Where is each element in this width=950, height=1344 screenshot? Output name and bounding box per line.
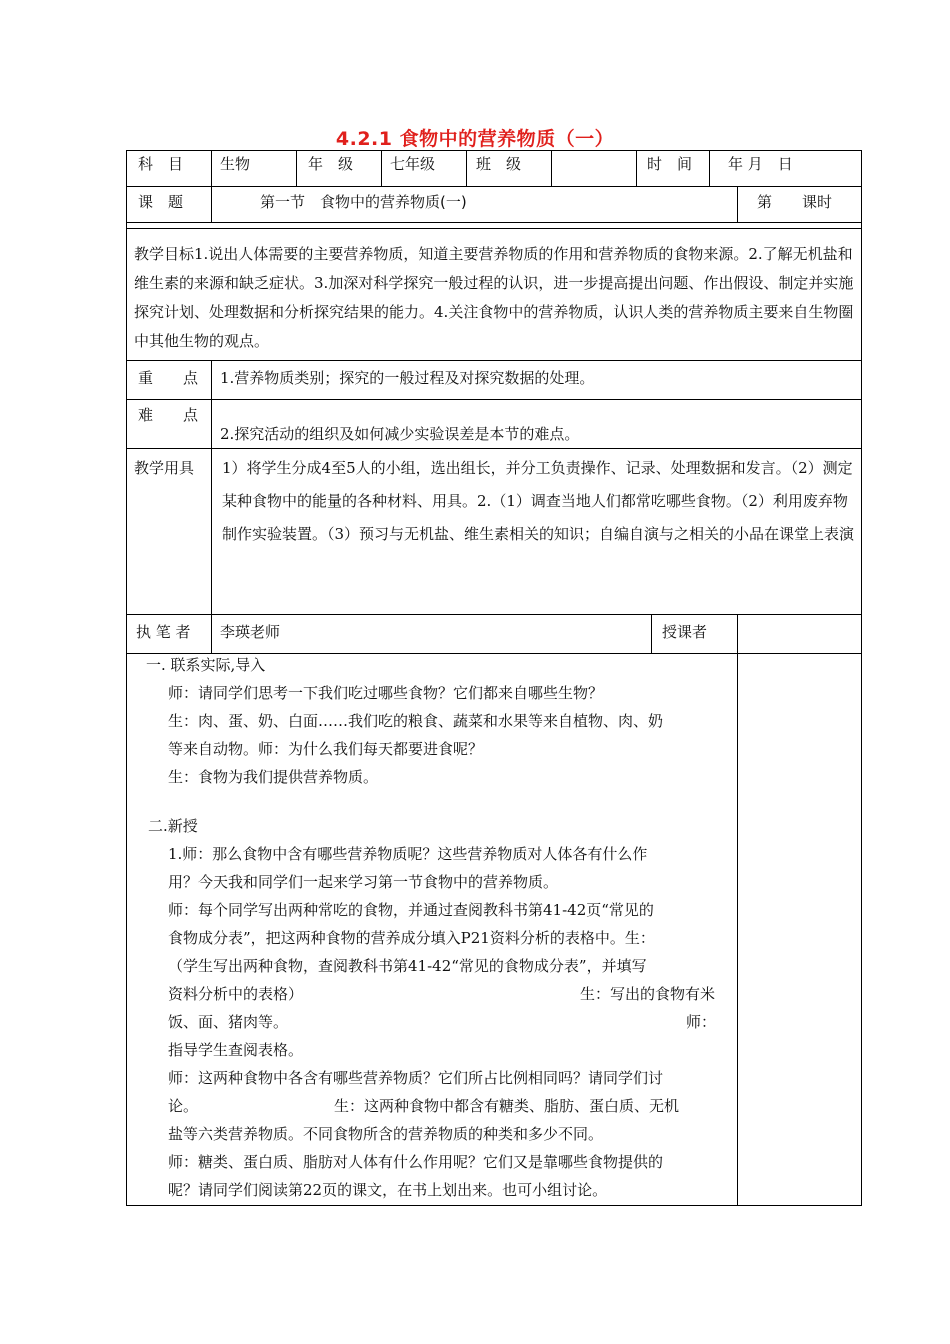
subject-label: 科 目: [138, 155, 184, 173]
body-line: 等来自动物。师：为什么我们每天都要进食呢？: [168, 740, 484, 758]
body-line: 师：糖类、蛋白质、脂肪对人体有什么作用呢？它们又是靠哪些食物提供的: [168, 1153, 664, 1171]
section-heading: 二.新授: [148, 817, 198, 835]
body-line: （学生写出两种食物，查阅教科书第41-42“常见的食物成分表”，并填写: [168, 957, 647, 975]
grade-value: 七年级: [390, 155, 436, 173]
body-line: 饭、面、猪肉等。: [168, 1013, 289, 1031]
page-title: 4.2.1 食物中的营养物质（一）: [335, 128, 615, 150]
subject-value: 生物: [220, 155, 251, 173]
body-line: 师：每个同学写出两种常吃的食物，并通过查阅教科书第41-42页“常见的: [168, 901, 654, 919]
grade-label: 年 级: [308, 155, 354, 173]
body-line: 师：: [686, 1013, 717, 1031]
body-line: 论。: [168, 1097, 199, 1115]
teaching-objectives: 教学目标1.说出人体需要的主要营养物质，知道主要营养物质的作用和营养物质的食物来源。2.了解无机盐和维生素的来源和缺乏症状。3.加深对科学探究一般过程的认识，进一步提高提出问题、作出假设、制定并实施探究计划、处理数据和分析探究结果的能力。4.关注食物中的营养物质，认识人类的营养物质主要来自生物圈中其他生物的观点。: [134, 245, 854, 350]
author-value: 李瑛老师: [220, 623, 281, 641]
body-line: 师：这两种食物中各含有哪些营养物质？它们所占比例相同吗？请同学们讨: [168, 1069, 664, 1087]
body-line: 资料分析中的表格）: [168, 985, 304, 1003]
key-point-label: 重 点: [138, 369, 199, 387]
difficult-point-label: 难 点: [138, 406, 199, 424]
body-line: 师：请同学们思考一下我们吃过哪些食物？它们都来自哪些生物？: [168, 684, 604, 702]
period-label: 第 课时: [757, 193, 833, 211]
body-line: 生：食物为我们提供营养物质。: [168, 768, 379, 786]
body-line: 用？今天我和同学们一起来学习第一节食物中的营养物质。: [168, 873, 559, 891]
teacher-label: 授课者: [662, 623, 708, 641]
time-value: 年 月 日: [728, 155, 793, 173]
body-line: 生：写出的食物有米: [580, 985, 716, 1003]
section-heading: 一. 联系实际,导入: [146, 656, 266, 674]
time-label: 时 间: [647, 155, 693, 173]
body-line: 生：肉、蛋、奶、白面……我们吃的粮食、蔬菜和水果等来自植物、肉、奶: [168, 712, 664, 730]
body-line: 1.师：那么食物中含有哪些营养物质呢？这些营养物质对人体各有什么作: [168, 845, 648, 863]
body-line: 呢？请同学们阅读第22页的课文，在书上划出来。也可小组讨论。: [168, 1181, 608, 1199]
class-label: 班 级: [476, 155, 522, 173]
body-line: 盐等六类营养物质。不同食物所含的营养物质的种类和多少不同。: [168, 1125, 604, 1143]
teaching-tools-label: 教学用具: [134, 459, 195, 477]
body-line: 食物成分表”，把这两种食物的营养成分填入P21资料分析的表格中。生：: [168, 929, 655, 947]
topic-label: 课 题: [138, 193, 184, 211]
difficult-point-text: 2.探究活动的组织及如何减少实验误差是本节的难点。: [220, 425, 580, 443]
topic-value: 第一节 食物中的营养物质(一): [260, 193, 467, 211]
body-line: 指导学生查阅表格。: [168, 1041, 304, 1059]
body-line: 生：这两种食物中都含有糖类、脂肪、蛋白质、无机: [334, 1097, 680, 1115]
teaching-tools-text: 1）将学生分成4至5人的小组，选出组长，并分工负责操作、记录、处理数据和发言。（2）测定某种食物中的能量的各种材料、用具。2.（1）调查当地人们都常吃哪些食物。（2）利用废弃物制作实验装置。（3）预习与无机盐、维生素相关的知识；自编自演与之相关的小品在课堂上表演: [222, 459, 855, 543]
key-point-text: 1.营养物质类别；探究的一般过程及对探究数据的处理。: [220, 369, 595, 387]
author-label: 执 笔 者: [136, 623, 191, 641]
